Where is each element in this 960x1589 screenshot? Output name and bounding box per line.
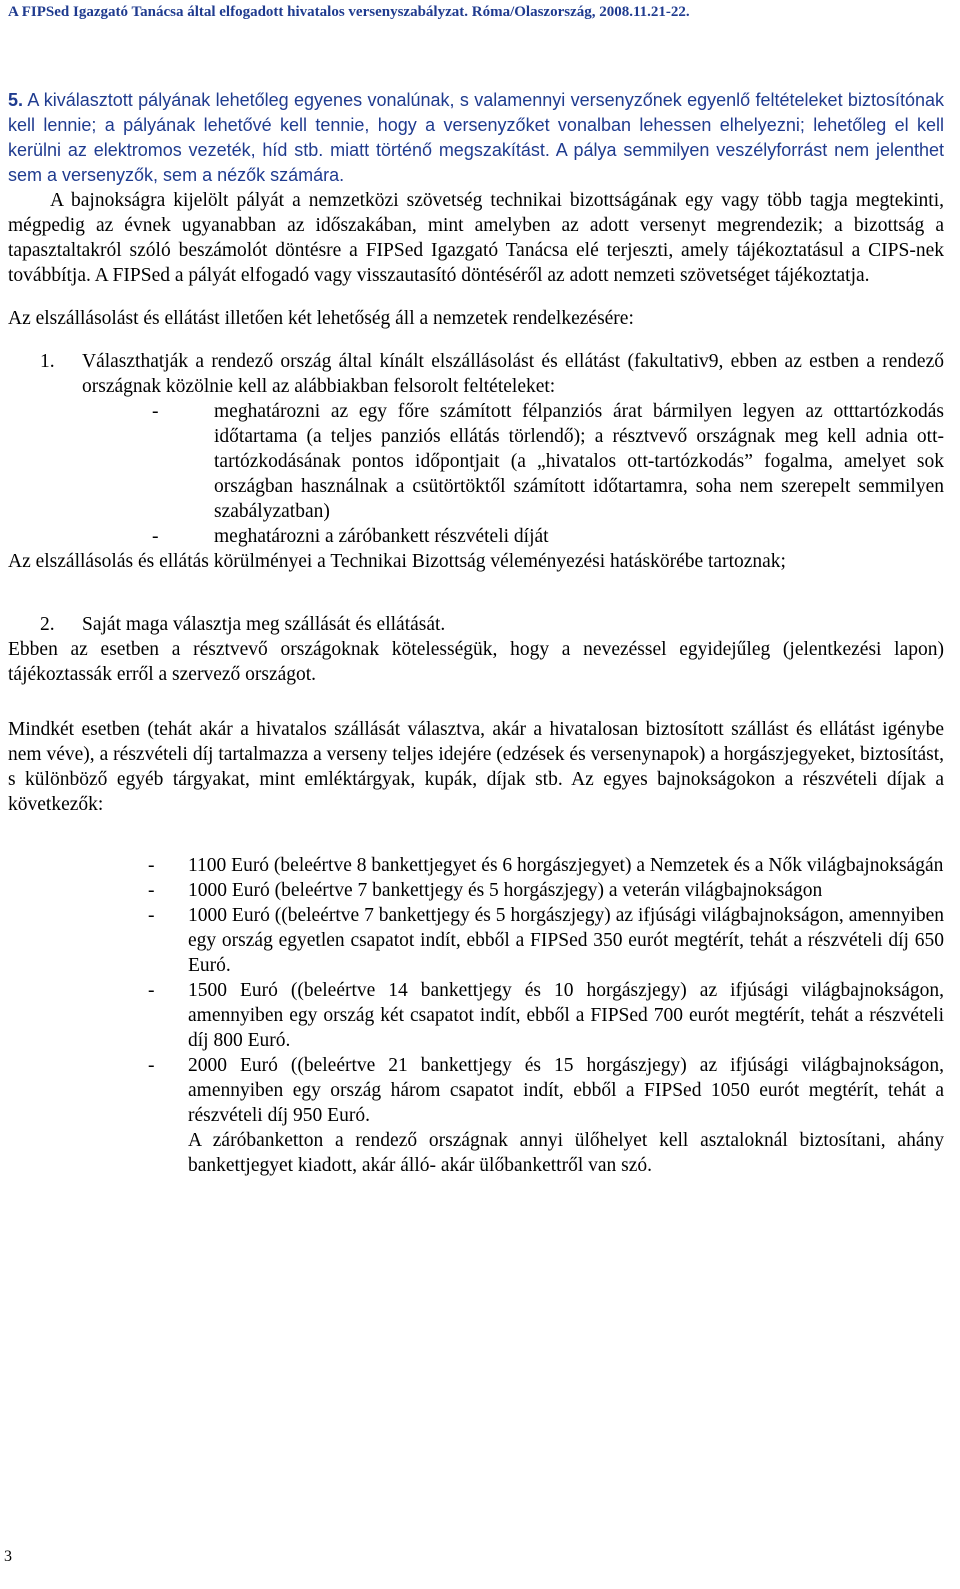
fee-dash: - — [148, 980, 155, 1001]
option-1-number: 1. — [40, 351, 55, 372]
fee-text: 1100 Euró (beleértve 8 bankettjegyet és 6 horgászjegyet) a Nemzetek és a Nők világbajnokságán — [188, 855, 944, 876]
bullet-text: meghatározni az egy főre számított félpanziós árat bármilyen legyen az otttartózkodás időtartama (a teljes panziós ellátás törlendő); a résztvevő országnak meg kell adnia ott-tartózkodásának pontos időpontjait (a „hivatalos ott-tartózkodás” fogalma, amelyet sok országban használnak a csütörtöktől számított időtartamra, soha nem szerepelt semmilyen szabályzatban) — [214, 401, 944, 522]
inspection-paragraph: A bajnokságra kijelölt pályát a nemzetközi szövetség technikai bizottságának egy vagy több tagja megtekinti, mégpedig az évnek ugyanabban az időszakában, mint amelyben az adott versenyt megrendezik; a bizottság a tapasztaltakról szóló beszámolót döntésre a FIPSed Igazgató Tanácsa elé terjeszti, amely tájékoztatásul a CIPS-nek továbbítja. A FIPSed a pályát elfogadó vagy visszautasító döntéséről az adott nemzeti szövetséget tájékoztatja. — [8, 190, 944, 286]
fee-text: 1000 Euró (beleértve 7 bankettjegy és 5 horgászjegy) a veterán világbajnokságon — [188, 880, 823, 901]
fees-closing: A záróbanketton a rendező országnak annyi ülőhelyet kell asztaloknál biztosítani, ahány bankettjegyet kiadott, akár álló- akár ülőbankettről van szó. — [188, 1130, 944, 1176]
fee-item — [8, 903, 944, 978]
fee-dash: - — [148, 905, 155, 926]
section-5-paragraph — [8, 88, 944, 188]
option-2-number: 2. — [40, 614, 55, 635]
option-2-text: Saját maga választja meg szállását és ellátását. — [82, 614, 446, 635]
section-5-number: 5. — [8, 90, 24, 110]
page-header: A FIPSed Igazgató Tanácsa által elfogadott hivatalos versenyszabályzat. Róma/Olaszország, 2008.11.21-22. — [8, 4, 690, 20]
option-1-note: Az elszállásolás és ellátás körülményei a Technikai Bizottság véleményezési hatáskörébe tartoznak; — [8, 551, 786, 572]
bullet-dash: - — [152, 401, 159, 422]
accommodation-intro: Az elszállásolást és ellátást illetően két lehetőség áll a nemzetek rendelkezésére: — [8, 308, 634, 329]
section-5-text: A kiválasztott pályának lehetőleg egyenes vonalúnak, s valamennyi versenyzőnek egyenlő feltételeket biztosítónak kell lennie; a pályának lehetővé kell tennie, hogy a versenyzőket vonalban lehessen elhelyezni; lehetőleg el kell kerülni az elektromos vezeték, híd stb. miatt történő megszakítást. A pálya semmilyen veszélyforrást nem jelenthet sem a versenyzők, sem a nézők számára. — [8, 90, 944, 185]
page-number: 3 — [4, 1548, 12, 1565]
fee-dash: - — [148, 880, 155, 901]
fee-item — [8, 878, 944, 903]
document-body — [8, 88, 944, 1178]
fees-list — [8, 853, 944, 1178]
fee-dash: - — [148, 1055, 155, 1076]
bullet-dash: - — [152, 526, 159, 547]
fee-item — [8, 853, 944, 878]
fee-text: 1000 Euró ((beleértve 7 bankettjegy és 5 horgászjegy) az ifjúsági világbajnokságon, amennyiben egy ország egyetlen csapatot indít, ebből a FIPSed 350 eurót megtérít, tehát a részvételi díj 650 Euró. — [188, 905, 944, 976]
fees-intro: Mindkét esetben (tehát akár a hivatalos szállását választva, akár a hivatalosan biztosított szállást és ellátást igénybe nem véve), a részvételi díj tartalmazza a verseny teljes idejére (edzések és versenynapok) a horgászjegyeket, biztosítást, s különböző egyéb tárgyakat, mint emléktárgyak, kupák, díjak stb. Az egyes bajnokságokon a részvételi díjak a következők: — [8, 719, 944, 815]
option-1-text: Választhatják a rendező ország által kínált elszállásolást és ellátást (fakultativ9, ebben az estben a rendező országnak közölnie kell az alábbiakban felsorolt feltételeket: — [82, 351, 944, 397]
option-1-bullet-2 — [8, 524, 944, 549]
option-1-bullet-1 — [8, 399, 944, 524]
fee-text: 2000 Euró ((beleértve 21 bankettjegy és 15 horgászjegy) az ifjúsági világbajnokságon, amennyiben egy ország három csapatot indít, ebből a FIPSed 1050 eurót megtérít, tehát a részvételi díj 950 Euró. — [188, 1055, 944, 1126]
option-2-note: Ebben az esetben a résztvevő országoknak kötelességük, hogy a nevezéssel egyidejűleg (jelentkezési lapon) tájékoztassák erről a szervező országot. — [8, 639, 944, 685]
option-2-item — [8, 612, 944, 637]
fee-text: 1500 Euró ((beleértve 14 bankettjegy és 10 horgászjegy) az ifjúsági világbajnokságon, amennyiben egy ország két csapatot indít, ebből a FIPSed 700 eurót megtérít, tehát a részvételi díj 800 Euró. — [188, 980, 944, 1051]
fee-item — [8, 978, 944, 1053]
option-1-item — [8, 349, 944, 399]
fee-item — [8, 1053, 944, 1128]
bullet-text: meghatározni a záróbankett részvételi díját — [214, 526, 549, 547]
fee-dash: - — [148, 855, 155, 876]
